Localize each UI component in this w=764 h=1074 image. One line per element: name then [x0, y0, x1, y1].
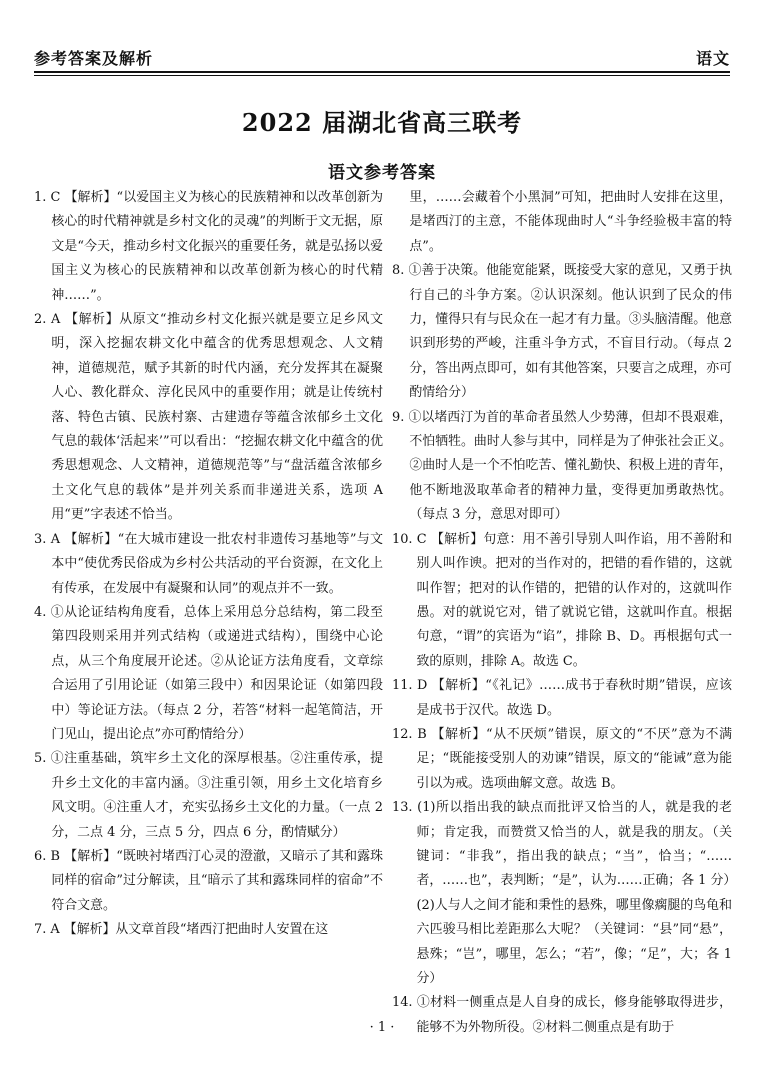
answer-item-continued — [392, 186, 732, 259]
left-column — [34, 186, 383, 943]
right-column — [392, 186, 737, 1040]
answer-text: 2. A 【解析】从原文“推动乡村文化振兴就是要立足乡风文明，深入挖掘农耕文化中蕴含的优秀思想观念、人文精神，道德规范，赋予其新的时代内涵，充分发挥其在凝聚人心、教化群众、淳化民风中的重要作用；就是让传统村落、特色古镇、民族村寨、古建遗存等蕴含浓郁乡土文化气息的载体‘活起来’”可以看出：“挖掘农耕文化中蕴含的优秀思想观念、人文精神，道德规范等”与“盘活蕴含浓郁乡土文化气息的载体”是并列关系而非递进关系，选项 A 用“更”字表述不恰当。 — [34, 312, 383, 523]
answer-text: 里，……会藏着个小黑洞”可知，把曲时人安排在这里，是堵西汀的主意，不能体现曲时人“斗争经验极丰富的特点”。 — [409, 190, 732, 254]
answer-item — [34, 528, 383, 601]
document-subtitle: 语文参考答案 — [328, 163, 436, 183]
answer-text: 6. B 【解析】“既映衬堵西汀心灵的澄澈，又暗示了其和露珠同样的宿命”过分解读，且“暗示了其和露珠同样的宿命”不符合文意。 — [34, 848, 383, 913]
answer-item — [392, 674, 732, 723]
header-rule — [34, 71, 730, 73]
answer-text: 14. ①材料一侧重点是人自身的成长，修身能够取得进步，能够不为外物所役。②材料二侧重点是有助于 — [392, 995, 732, 1035]
answer-item — [34, 845, 383, 918]
page-number: · 1 · — [369, 1020, 395, 1035]
answer-text: 1. C 【解析】“以爱国主义为核心的民族精神和以改革创新为核心的时代精神就是乡村文化的灵魂”的判断于文无据，原文是“今天，推动乡村文化振兴的重要任务，就是弘扬以爱国主义为核心的民族精神和以改革创新为核心的时代精神……”。 — [34, 190, 383, 303]
answer-item — [34, 308, 383, 528]
answer-item — [392, 406, 732, 528]
answer-text: 5. ①注重基础，筑牢乡土文化的深厚根基。②注重传承，提升乡土文化的丰富内涵。③注重引领，用乡土文化培育乡风文明。④注重人才，充实弘扬乡土文化的力量。（一点 2 分，二点 4 分，三点 5 分，四点 6 分，酌情赋分） — [34, 751, 383, 840]
answer-text: 4. ①从论证结构角度看，总体上采用总分总结构，第二段至第四段则采用并列式结构（或递进式结构），围绕中心论点，从三个角度展开论述。②从论证方法角度看，文章综合运用了引用论证（如第三段中）和因果论证（如第四段中）等论证方法。（每点 2 分，若答“材料一起笔简洁，开门见山，提出论点”亦可酌情给分） — [34, 604, 383, 742]
answer-item — [392, 259, 732, 405]
page-header — [34, 40, 730, 70]
answer-text: 3. A 【解析】“在大城市建设一批农村非遗传习基地等”与文本中“使优秀民俗成为乡村公共活动的平台资源，在文化上有传承，在发展中有凝聚和认同”的观点并不一致。 — [34, 531, 383, 596]
answer-text: 9. ①以堵西汀为首的革命者虽然人少势薄，但却不畏艰难，不怕牺牲。曲时人参与其中，同样是为了伸张社会正义。②曲时人是一个不怕吃苦、懂礼勤快、积极上进的青年，他不断地汲取革命者的精神力量，变得更加勇敢热忱。（每点 3 分，意思对即可） — [392, 409, 732, 523]
answer-text: 11. D 【解析】“《礼记》……成书于春秋时期”错误，应该是成书于汉代。故选 D。 — [392, 678, 732, 718]
answer-item — [392, 796, 737, 991]
answer-text-part2: (2)人与人之间才能和秉性的悬殊，哪里像瘸腿的鸟龟和六匹骏马相比差距那么大呢？（关键词：“县”同“悬”，悬殊；“岂”，哪里，怎么；“若”，像；“足”，大；各 1 分） — [416, 897, 732, 986]
answer-item — [392, 723, 732, 796]
document-title: 2022 届湖北省高三联考 — [241, 108, 523, 137]
answer-item — [34, 918, 383, 942]
answer-text: 10. C 【解析】句意：用不善引导别人叫作谄，用不善附和别人叫作谀。把对的当作对的，把错的看作错的，这就叫作智；把对的认作错的，把错的认作对的，这就叫作愚。对的就说它对，错了就说它错，这就叫作直。根据句意，“谓”的宾语为“谄”，排除 B、D。再根据句式一致的原则，排除 A。故选 C。 — [392, 531, 732, 669]
answer-item — [34, 601, 383, 747]
answer-text: 8. ①善于决策。他能宽能紧，既接受大家的意见，又勇于执行自己的斗争方案。②认识深刻。他认识到了民众的伟力，懂得只有与民众在一起才有力量。③头脑清醒。他意识到形势的严峻，注重斗争方式，不盲目行动。（每点 2 分，答出两点即可，如有其他答案，只要言之成理，亦可酌情给分） — [392, 263, 732, 401]
answer-text: 7. A 【解析】从文章首段“堵西汀把曲时人安置在这 — [34, 922, 329, 938]
answer-item — [34, 186, 383, 308]
answer-item — [34, 747, 383, 845]
answer-text: 12. B 【解析】“从不厌烦”错误，原文的“不厌”意为不满足；“既能接受别人的劝谏”错误，原文的“能诫”意为能引以为戒。选项曲解文意。故选 B。 — [392, 726, 732, 791]
answer-text: 13. (1)所以指出我的缺点而批评又恰当的人，就是我的老师；肯定我，而赞赏又恰当的人，就是我的朋友。（关键词：“非我”，指出我的缺点；“当”，恰当；“……者，……也”，表判断；“是”，认为……正确；各 1 分） — [392, 800, 737, 889]
header-right-label: 语文 — [695, 49, 730, 68]
header-left-label: 参考答案及解析 — [34, 49, 154, 68]
answer-item — [392, 528, 732, 674]
header-rule-thin — [34, 75, 730, 76]
